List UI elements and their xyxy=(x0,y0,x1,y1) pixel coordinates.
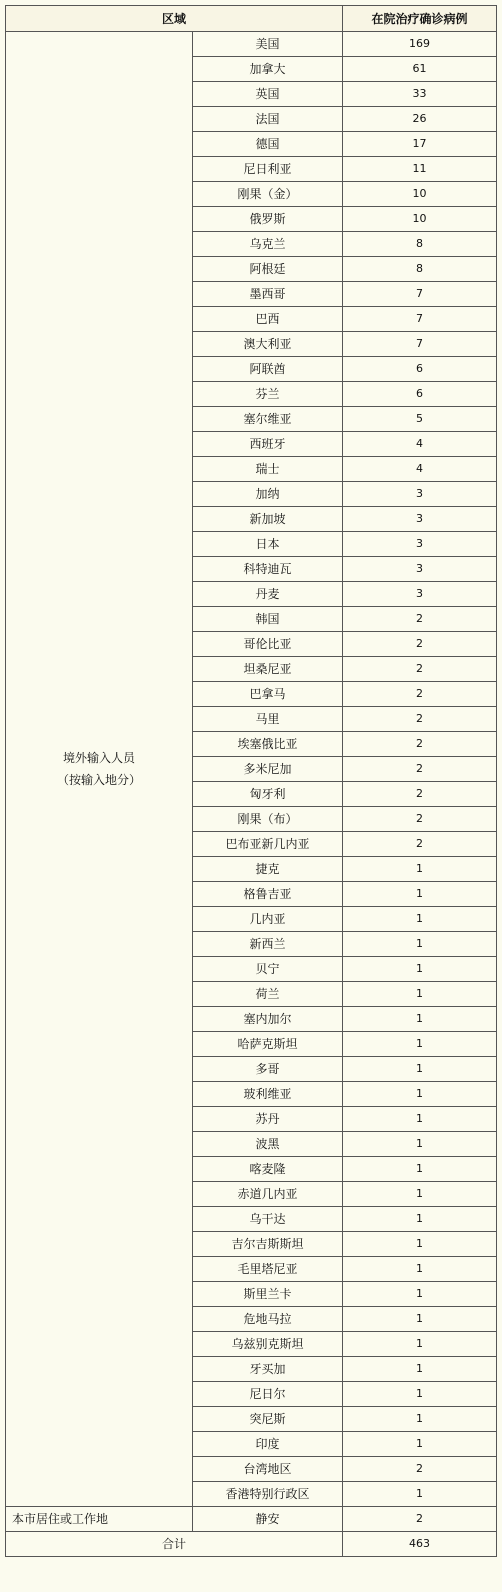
case-count-cell: 1 xyxy=(343,1057,497,1082)
case-count-cell: 1 xyxy=(343,1482,497,1507)
region-name-cell: 瑞士 xyxy=(193,457,343,482)
case-count-cell: 10 xyxy=(343,207,497,232)
region-name-cell: 巴拿马 xyxy=(193,682,343,707)
case-count-cell: 1 xyxy=(343,982,497,1007)
region-name-cell: 阿联酋 xyxy=(193,357,343,382)
region-name-cell: 危地马拉 xyxy=(193,1307,343,1332)
case-count-cell: 1 xyxy=(343,882,497,907)
region-name-cell: 突尼斯 xyxy=(193,1407,343,1432)
case-count-cell: 8 xyxy=(343,257,497,282)
case-count-cell: 61 xyxy=(343,57,497,82)
case-count-cell: 6 xyxy=(343,382,497,407)
region-name-cell: 刚果（布） xyxy=(193,807,343,832)
region-name-cell: 牙买加 xyxy=(193,1357,343,1382)
region-name-cell: 塞尔维亚 xyxy=(193,407,343,432)
case-count-cell: 2 xyxy=(343,657,497,682)
case-count-cell: 1 xyxy=(343,957,497,982)
region-name-cell: 苏丹 xyxy=(193,1107,343,1132)
case-count-cell: 1 xyxy=(343,1007,497,1032)
case-count-cell: 2 xyxy=(343,632,497,657)
case-count-cell: 7 xyxy=(343,282,497,307)
region-name-cell: 德国 xyxy=(193,132,343,157)
header-row xyxy=(6,6,497,32)
total-row xyxy=(6,1532,497,1557)
region-name-cell: 台湾地区 xyxy=(193,1457,343,1482)
region-name-cell: 乌兹别克斯坦 xyxy=(193,1332,343,1357)
table-body xyxy=(6,32,497,1557)
case-count-cell: 2 xyxy=(343,757,497,782)
region-name-cell: 刚果（金） xyxy=(193,182,343,207)
region-name-cell: 尼日尔 xyxy=(193,1382,343,1407)
region-name-cell: 加纳 xyxy=(193,482,343,507)
region-name-cell: 马里 xyxy=(193,707,343,732)
region-name-cell: 玻利维亚 xyxy=(193,1082,343,1107)
local-district-cell: 静安 xyxy=(193,1507,343,1532)
case-count-cell: 26 xyxy=(343,107,497,132)
region-name-cell: 法国 xyxy=(193,107,343,132)
region-name-cell: 匈牙利 xyxy=(193,782,343,807)
case-count-cell: 1 xyxy=(343,1382,497,1407)
local-row xyxy=(6,1507,497,1532)
case-count-cell: 6 xyxy=(343,357,497,382)
case-count-cell: 1 xyxy=(343,1307,497,1332)
region-name-cell: 坦桑尼亚 xyxy=(193,657,343,682)
region-name-cell: 格鲁吉亚 xyxy=(193,882,343,907)
case-count-cell: 10 xyxy=(343,182,497,207)
region-name-cell: 加拿大 xyxy=(193,57,343,82)
case-count-cell: 1 xyxy=(343,1207,497,1232)
region-name-cell: 香港特别行政区 xyxy=(193,1482,343,1507)
case-count-cell: 2 xyxy=(343,607,497,632)
header-region: 区域 xyxy=(6,6,343,32)
case-count-cell: 2 xyxy=(343,832,497,857)
case-count-cell: 1 xyxy=(343,932,497,957)
case-count-cell: 3 xyxy=(343,507,497,532)
region-name-cell: 几内亚 xyxy=(193,907,343,932)
case-count-cell: 1 xyxy=(343,1257,497,1282)
region-name-cell: 巴布亚新几内亚 xyxy=(193,832,343,857)
region-name-cell: 巴西 xyxy=(193,307,343,332)
case-count-cell: 4 xyxy=(343,432,497,457)
region-name-cell: 尼日利亚 xyxy=(193,157,343,182)
region-name-cell: 多米尼加 xyxy=(193,757,343,782)
case-count-cell: 1 xyxy=(343,1432,497,1457)
case-count-cell: 2 xyxy=(343,782,497,807)
case-count-cell: 1 xyxy=(343,1107,497,1132)
region-name-cell: 阿根廷 xyxy=(193,257,343,282)
header-cases: 在院治疗确诊病例 xyxy=(343,6,497,32)
case-count-cell: 1 xyxy=(343,1157,497,1182)
local-count-cell: 2 xyxy=(343,1507,497,1532)
total-label: 合计 xyxy=(6,1532,343,1557)
region-name-cell: 西班牙 xyxy=(193,432,343,457)
case-count-cell: 1 xyxy=(343,1182,497,1207)
region-name-cell: 美国 xyxy=(193,32,343,57)
case-count-cell: 7 xyxy=(343,307,497,332)
region-name-cell: 墨西哥 xyxy=(193,282,343,307)
table-row xyxy=(6,32,497,57)
case-count-cell: 11 xyxy=(343,157,497,182)
group-imported-label xyxy=(6,32,193,1507)
cases-table xyxy=(5,5,497,1557)
region-name-cell: 波黑 xyxy=(193,1132,343,1157)
case-count-cell: 2 xyxy=(343,682,497,707)
region-name-cell: 埃塞俄比亚 xyxy=(193,732,343,757)
region-name-cell: 喀麦隆 xyxy=(193,1157,343,1182)
region-name-cell: 英国 xyxy=(193,82,343,107)
case-count-cell: 33 xyxy=(343,82,497,107)
case-count-cell: 1 xyxy=(343,1407,497,1432)
case-count-cell: 1 xyxy=(343,1282,497,1307)
group-local-label: 本市居住或工作地 xyxy=(6,1507,193,1532)
region-name-cell: 韩国 xyxy=(193,607,343,632)
region-name-cell: 印度 xyxy=(193,1432,343,1457)
case-count-cell: 1 xyxy=(343,1332,497,1357)
case-count-cell: 1 xyxy=(343,1357,497,1382)
case-count-cell: 2 xyxy=(343,807,497,832)
region-name-cell: 贝宁 xyxy=(193,957,343,982)
case-count-cell: 1 xyxy=(343,907,497,932)
case-count-cell: 2 xyxy=(343,707,497,732)
case-count-cell: 169 xyxy=(343,32,497,57)
case-count-cell: 3 xyxy=(343,482,497,507)
region-name-cell: 赤道几内亚 xyxy=(193,1182,343,1207)
region-name-cell: 哥伦比亚 xyxy=(193,632,343,657)
region-name-cell: 荷兰 xyxy=(193,982,343,1007)
case-count-cell: 1 xyxy=(343,1082,497,1107)
case-count-cell: 3 xyxy=(343,532,497,557)
case-count-cell: 3 xyxy=(343,557,497,582)
case-count-cell: 17 xyxy=(343,132,497,157)
case-count-cell: 2 xyxy=(343,732,497,757)
region-name-cell: 捷克 xyxy=(193,857,343,882)
region-name-cell: 多哥 xyxy=(193,1057,343,1082)
case-count-cell: 4 xyxy=(343,457,497,482)
case-count-cell: 1 xyxy=(343,1232,497,1257)
region-name-cell: 芬兰 xyxy=(193,382,343,407)
region-name-cell: 吉尔吉斯斯坦 xyxy=(193,1232,343,1257)
region-name-cell: 俄罗斯 xyxy=(193,207,343,232)
case-count-cell: 5 xyxy=(343,407,497,432)
region-name-cell: 乌克兰 xyxy=(193,232,343,257)
region-name-cell: 新加坡 xyxy=(193,507,343,532)
case-count-cell: 1 xyxy=(343,857,497,882)
region-name-cell: 塞内加尔 xyxy=(193,1007,343,1032)
case-count-cell: 2 xyxy=(343,1457,497,1482)
region-name-cell: 毛里塔尼亚 xyxy=(193,1257,343,1282)
case-count-cell: 8 xyxy=(343,232,497,257)
case-count-cell: 3 xyxy=(343,582,497,607)
region-name-cell: 斯里兰卡 xyxy=(193,1282,343,1307)
group-imported-line2: （按输入地分） xyxy=(56,773,141,787)
group-imported-line1: 境外输入人员 xyxy=(62,751,135,765)
region-name-cell: 哈萨克斯坦 xyxy=(193,1032,343,1057)
region-name-cell: 新西兰 xyxy=(193,932,343,957)
region-name-cell: 日本 xyxy=(193,532,343,557)
region-name-cell: 乌干达 xyxy=(193,1207,343,1232)
case-count-cell: 7 xyxy=(343,332,497,357)
total-value: 463 xyxy=(343,1532,497,1557)
case-count-cell: 1 xyxy=(343,1032,497,1057)
region-name-cell: 丹麦 xyxy=(193,582,343,607)
case-count-cell: 1 xyxy=(343,1132,497,1157)
region-name-cell: 科特迪瓦 xyxy=(193,557,343,582)
region-name-cell: 澳大利亚 xyxy=(193,332,343,357)
